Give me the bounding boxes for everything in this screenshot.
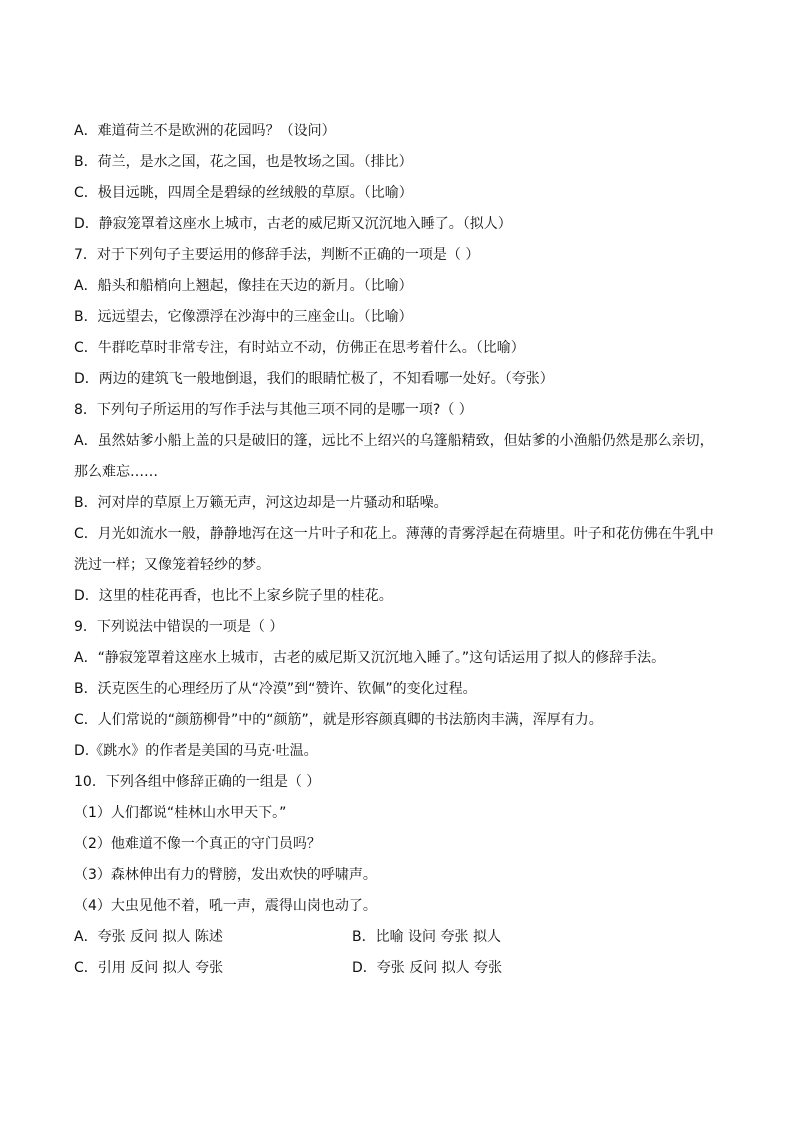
q8-option-a-cont: 那么难忘……: [74, 464, 158, 480]
q6-option-d: D．静寂笼罩着这座水上城市，古老的威尼斯又沉沉地入睡了。（拟人）: [74, 216, 512, 232]
q10-options-row-2: [74, 959, 734, 977]
q10-options-row-1: [74, 928, 734, 946]
q10-sentence-4: （4）大虫见他不着，吼一声，震得山岗也动了。: [74, 898, 377, 914]
q8-option-b: B．河对岸的草原上万籁无声，河这边却是一片骚动和聒噪。: [74, 495, 448, 511]
q10-stem: 10．下列各组中修辞正确的一组是（ ）: [74, 774, 321, 790]
q6-option-a: A．难道荷兰不是欧洲的花园吗？（设问）: [74, 123, 336, 139]
q6-option-b: B．荷兰，是水之国，花之国，也是牧场之国。（排比）: [74, 154, 413, 170]
q7-option-d: D．两边的建筑飞一般地倒退，我们的眼睛忙极了，不知看哪一处好。（夸张）: [74, 371, 554, 387]
q8-stem: 8．下列句子所运用的写作手法与其他三项不同的是哪一项?（ ）: [74, 402, 473, 418]
q10-option-a: A．夸张 反问 拟人 陈述: [74, 929, 223, 945]
q8-option-c: C．月光如流水一般，静静地泻在这一片叶子和花上。薄薄的青雾浮起在荷塘里。叶子和花仿佛在牛乳中: [74, 526, 714, 542]
q9-option-b: B．沃克医生的心理经历了从“冷漠”到“赞许、钦佩”的变化过程。: [74, 681, 477, 697]
q9-option-d: D.《跳水》的作者是美国的马克·吐温。: [74, 743, 318, 759]
q10-sentence-3: （3）森林伸出有力的臂膀，发出欢快的呼啸声。: [74, 867, 377, 883]
q7-option-a: A．船头和船梢向上翘起，像挂在天边的新月。（比喻）: [74, 278, 413, 294]
q8-option-d: D．这里的桂花再香，也比不上家乡院子里的桂花。: [74, 588, 393, 604]
q6-option-c: C．极目远眺，四周全是碧绿的丝绒般的草原。（比喻）: [74, 185, 413, 201]
q10-sentence-2: （2）他难道不像一个真正的守门员吗？: [74, 836, 321, 852]
q7-stem: 7．对于下列句子主要运用的修辞手法，判断不正确的一项是（ ）: [74, 247, 480, 263]
q10-option-d: D．夸张 反问 拟人 夸张: [352, 960, 503, 976]
q10-sentence-1: （1）人们都说“桂林山水甲天下。”: [74, 805, 287, 821]
q9-option-c: C．人们常说的“颜筋柳骨”中的“颜筋”，就是形容颜真卿的书法筋肉丰满，浑厚有力。: [74, 712, 603, 728]
q9-stem: 9．下列说法中错误的一项是（ ）: [74, 619, 284, 635]
q8-option-c-cont: 洗过一样；又像笼着轻纱的梦。: [74, 557, 270, 573]
q9-option-a: A．“静寂笼罩着这座水上城市，古老的威尼斯又沉沉地入睡了。”这句话运用了拟人的修辞手法。: [74, 650, 666, 666]
q10-option-c: C．引用 反问 拟人 夸张: [74, 960, 224, 976]
q7-option-b: B．远远望去，它像漂浮在沙海中的三座金山。（比喻）: [74, 309, 413, 325]
q8-option-a: A．虽然姑爹小船上盖的只是破旧的篷，远比不上绍兴的乌篷船精致，但姑爹的小渔船仍然是那么亲切，: [74, 433, 714, 449]
q10-option-b: B．比喻 设问 夸张 拟人: [352, 929, 501, 945]
q7-option-c: C．牛群吃草时非常专注，有时站立不动，仿佛正在思考着什么。（比喻）: [74, 340, 525, 356]
